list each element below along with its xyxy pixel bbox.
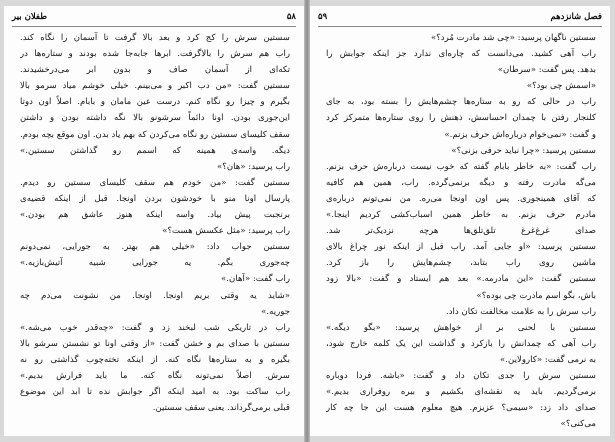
text-line: «شاید یه وقتی بریم اونجا. اونجا. من نشونت می‌دم چه (20, 290, 290, 301)
text-line: سستین پرسید: «او جایی آمد. راب قبل از اینکه نور چراغ بالای (326, 242, 596, 253)
text-line: که آقای همینجوری. پس اون اونجا می‌ره. من نمی‌تونم درباره‌ی (326, 193, 596, 204)
text-line: سستین با لحنی بر از خواهش پرسید: «بگو دیگه.» (326, 322, 596, 333)
text-line: سستین ناگهان پرسید: «چی شد مادرت مُرد؟» (430, 33, 596, 43)
text-line: به نرمی گفت: «کارولاین.» (500, 354, 596, 365)
right-page (310, 6, 610, 436)
text-line: تکه‌ای از آسمان صاف و بدون ابر می‌درخشیدند. (20, 65, 290, 76)
text-line: این‌جوری بودن. اونا دائماً سرشونو بالا نگه داشته بودن و داشتن (20, 113, 290, 124)
text-line: مادرم حرف بزنم. به خاطر همین اسباب‌کشی کردیم اینجا.» (326, 210, 596, 221)
text-line: سستین پرسید: «چرا نباید حرفی بزنی؟» (451, 145, 596, 156)
text-line: راب ساکت بود. به امید اینکه اگر جوابش نده تا ابد این موضوع (20, 387, 290, 398)
page-number: ۵۹ (318, 12, 328, 22)
text-line: سرش. اصلاً نمی‌تونه نگاه کنه. ما باید فرارش بدیم.» (20, 370, 290, 381)
text-line: سستین سرش را جدی تکان داد و گفت: «باشه. فردا دوباره (326, 370, 596, 381)
text-line: سستین سرش را کج کرد و بعد بالا گرفت تا آسمان را نگاه کند. (20, 33, 290, 43)
text-line: باش، بگو اسم مادرت چی بوده؟» (476, 290, 596, 301)
text-line: راب در حالی که رو به ستاره‌ها چشم‌هایش را بسته بود، به جای (326, 97, 596, 108)
text-line: بگیره و به ستاره‌ها نگاه کنه. از اینکه تخته‌چوب گذاشتی رو نه (20, 354, 290, 365)
page-header (318, 12, 602, 27)
text-line: می‌کنی؟» (560, 419, 596, 430)
text-line: سستین گفت: «من خودم هم سقف کلیسای سستین رو دیدم. (20, 177, 290, 188)
text-line: و گفت: «نمی‌خوام درباره‌اش حرف بزنم.» (444, 129, 596, 140)
text-line: راب گفت: «آهان.» (221, 274, 290, 285)
page-body (326, 30, 596, 432)
text-line: قبلی برمی‌گرداند. یعنی سقف سستین. (152, 403, 290, 414)
page-body (20, 30, 290, 416)
text-line: راب پرسید: «هان؟» (217, 161, 290, 172)
text-line: سستین جواب داد: «خیلی هم بهتر. به جورایی، نمی‌دونم (20, 242, 290, 253)
text-line: بگیرم و چیزا رو نگاه کنم. درست عین مامان و بابام. اصلاً اون دوتا (20, 97, 290, 108)
text-line: پارسال اونا منو با خودشون بردن اونجا. قبل از اینکه قضیه‌ی (20, 193, 290, 204)
chapter-title: فصل شانزدهم (550, 12, 602, 22)
left-page (4, 6, 304, 436)
text-line: دیگه. واسه‌ی همینه که اسمم رو گذاشتن سستین.» (20, 145, 290, 156)
text-line: راب آهی که چمدانش را بازکرد و گذاشت این یک کلمه خارج شود، (326, 338, 596, 349)
text-line: جوریه.» (261, 306, 290, 317)
text-line: راب در تاریکی شب لبخند زد و گفت: «چه‌قدر خوب می‌شه.» (20, 322, 290, 333)
text-line: برنجبت پیش بیاد. واسه اینکه هنوز عاشق هم بودن.» (20, 210, 290, 221)
book-title: طفلان بیر (12, 12, 47, 22)
text-line: سستین گفت: «این مادرمه.» بعد هم ایستاد و گفت: «بالا زود (326, 274, 596, 285)
text-line: راب سرش را به علامت مخالفت تکان داد. (445, 306, 596, 317)
text-line: کلنجار رفتن با چمدان احساسش، ذهنش را روی ستاره‌ها متمرکز کرد (326, 113, 596, 124)
text-line: ماشین روی راب بتابد، چشم‌هایش را باز کرد. (326, 258, 596, 269)
text-line: برمی‌گردیم. باید یه نقشه‌ای بکشیم و ببره روفراری بدیم.» (326, 387, 596, 398)
text-line: سستین گفت: «من دب اکبر و می‌بینم. خیلی خوشم میاد سرمو بالا (20, 81, 290, 92)
text-line: بدهد. پس گفت: «سرطان» (497, 65, 596, 76)
text-line: راب گفت: «به خاطر بابام گفته که خوب نیست درباره‌ش حرف بزنم. (326, 161, 596, 172)
text-line: راب آهی کشید. می‌دانست که چاره‌ای ندارد جز اینکه جوابش را (326, 49, 596, 60)
text-line: راب پرسید: «مثل عکسش هست؟» (162, 226, 290, 237)
text-line: چه‌جوری بگم. یه جورایی شبیه آتیش‌بازیه.» (20, 258, 290, 269)
text-line: می‌گه مادرت رفته و دیگه برنمی‌گرده. راب، همین هم کافیه (326, 177, 596, 188)
text-line: سقف کلیسای سستین رو نگاه می‌کردن که بهم یاد بدن. اون موقع بچه بودم. (20, 129, 290, 140)
text-line: صدای غرغ‌غرغ تلق‌تلق‌ها هرچه نزدیک‌تر شد. (326, 226, 596, 237)
text-line: راب هم سرش را بالاگرفت. ابرها جابه‌جا شده بودند و ستاره‌ها در (20, 49, 290, 60)
text-line: سستین با صدای بم و خشن گفت: «از وقتی اونا تو نشستن سرشو بالا (20, 338, 290, 349)
page-header (12, 12, 296, 27)
text-line: صدای داد زد: «سیمی؟ عزیزم. هیچ معلوم هست این جا چه کار (326, 403, 596, 414)
page-number: ۵۸ (286, 12, 296, 22)
text-line: «اسمش چی بود؟» (526, 81, 596, 92)
